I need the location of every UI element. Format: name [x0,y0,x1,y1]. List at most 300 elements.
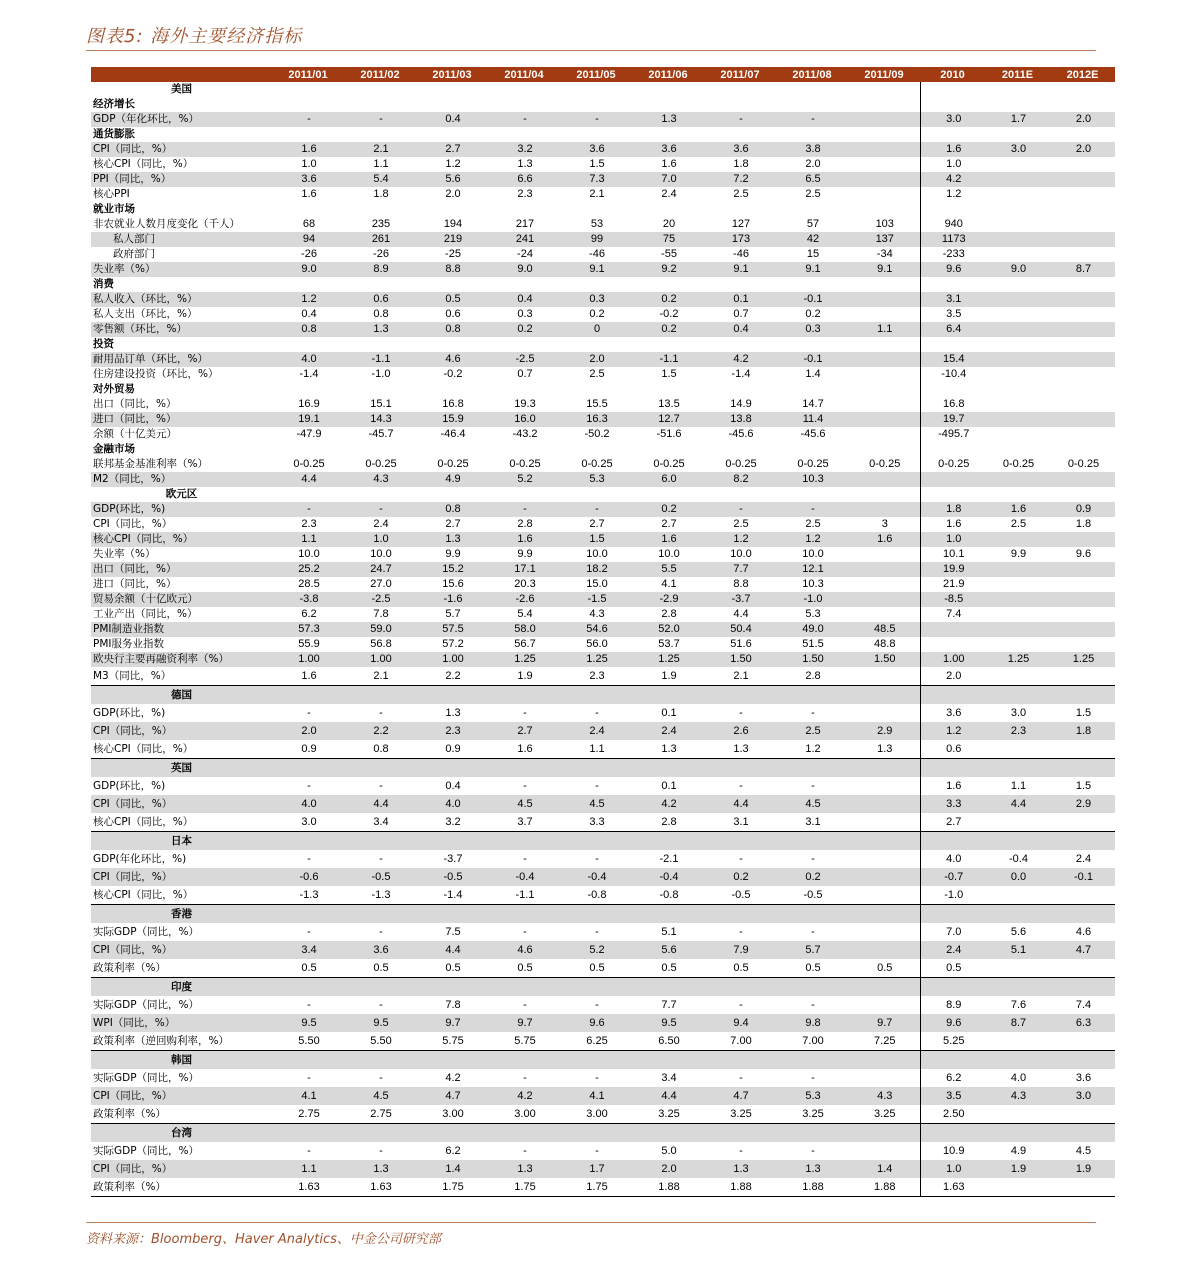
value-cell: 1.4 [416,1160,488,1178]
value-cell: 1.8 [1075,518,1092,530]
value-cell [488,978,560,997]
value-cell [985,532,1050,547]
row-label: 经济增长 [93,98,135,110]
table-row [91,292,1115,307]
value-cell: 10.0 [802,548,824,560]
value-cell: 0-0.25 [509,458,541,470]
value-cell: 6.2 [920,1069,985,1087]
header-period-cell: 2011/07 [704,67,776,82]
value-cell: 0.2 [632,292,704,307]
value-cell: -51.6 [656,428,682,440]
value-cell [985,959,1050,978]
value-cell: -0.8 [659,889,679,901]
value-cell: -0.5 [344,868,416,886]
value-cell: - [739,853,743,865]
indicator-table [91,67,1115,1197]
value-cell [848,905,920,924]
value-cell: - [811,926,815,938]
value-cell [776,97,848,112]
country-header-row [91,487,1115,502]
table-row [91,1105,1115,1124]
value-cell: 4.4 [272,472,344,487]
row-label: 贸易余额（十亿欧元） [91,592,272,607]
table-row [91,740,1115,759]
value-cell: 2.4 [661,188,677,200]
value-cell: 1.9 [517,670,533,682]
value-cell [1050,232,1115,247]
value-cell [1050,686,1115,705]
value-cell: 8.7 [1050,262,1115,277]
value-cell [704,832,776,851]
value-cell [1050,277,1115,292]
value-cell: 19.1 [272,412,344,427]
value-cell: 2.8 [661,816,677,828]
value-cell: 7.25 [874,1035,896,1047]
value-cell [416,202,488,217]
value-cell [848,978,920,997]
value-cell [632,1051,704,1070]
country-header-row [91,1124,1115,1143]
value-cell: 2.6 [704,722,776,740]
value-cell [848,442,920,457]
section-header-row [91,337,1115,352]
value-cell: 1.6 [661,158,677,170]
row-label: 失业率（%） [93,548,156,560]
value-cell [704,202,776,217]
value-cell [920,382,985,397]
value-cell [272,127,344,142]
value-cell [560,382,632,397]
row-label: 失业率（%） [91,262,272,277]
value-cell [632,905,704,924]
value-cell: - [595,926,599,938]
value-cell [272,686,344,705]
value-cell: 13.5 [658,398,680,410]
value-cell [416,832,488,851]
value-cell [272,382,344,397]
row-label: 联邦基金基准利率（%） [93,458,208,470]
table-row [91,217,1115,232]
value-cell [848,337,920,352]
value-cell: 1.5 [589,158,605,170]
value-cell: 4.6 [416,352,488,367]
value-cell [920,832,985,851]
value-cell: 3.00 [442,1108,464,1120]
value-cell: 4.1 [272,1087,344,1105]
value-cell: 1.6 [301,188,317,200]
row-label: 香港 [91,905,272,924]
value-cell: 0-0.25 [797,458,829,470]
value-cell [416,759,488,778]
value-cell: 1.88 [730,1181,752,1193]
value-cell: 56.7 [514,638,536,650]
value-cell: 9.4 [704,1014,776,1032]
value-cell [704,978,776,997]
value-cell: 1.25 [488,652,560,667]
value-cell [848,923,920,941]
value-cell: 1.0 [344,532,416,547]
table-row [91,397,1115,412]
value-cell: 54.6 [560,622,632,637]
value-cell [920,97,985,112]
value-cell: 4.4 [344,795,416,813]
value-cell: 7.0 [632,172,704,187]
value-cell: 20.3 [514,578,536,590]
value-cell: -3.7 [704,592,776,607]
value-cell: 42 [776,232,848,247]
value-cell: 2.75 [298,1108,320,1120]
value-cell: 16.3 [560,412,632,427]
value-cell [560,905,632,924]
value-cell: 2.1 [344,142,416,157]
value-cell: 1.1 [373,158,389,170]
value-cell: -1.1 [632,352,704,367]
value-cell: 261 [344,232,416,247]
value-cell: 10.0 [298,548,320,560]
value-cell [344,1124,416,1143]
value-cell [920,978,985,997]
value-cell: 1173 [920,232,985,247]
value-cell [1050,367,1115,382]
value-cell: 2.8 [517,518,533,530]
value-cell [985,172,1050,187]
value-cell: 2.4 [920,941,985,959]
value-cell [848,886,920,905]
value-cell: 18.2 [560,562,632,577]
value-cell [1050,82,1115,97]
value-cell: -1.4 [299,368,319,380]
value-cell: 0.5 [373,962,389,974]
value-cell: 6.50 [658,1035,680,1047]
section-header-row [91,202,1115,217]
value-cell [416,686,488,705]
value-cell: 9.1 [776,262,848,277]
value-cell: 2.5 [733,188,749,200]
value-cell: 8.9 [344,262,416,277]
value-cell [632,202,704,217]
value-cell [920,82,985,97]
value-cell: 9.5 [632,1014,704,1032]
value-cell: 1.6 [632,532,704,547]
value-cell [848,427,920,442]
value-cell [1050,427,1115,442]
value-cell: 3.0 [1050,1087,1115,1105]
value-cell: 0.5 [920,959,985,978]
value-cell [1050,978,1115,997]
value-cell: 2.5 [805,518,821,530]
value-cell: -0.5 [803,889,823,901]
value-cell [920,637,985,652]
value-cell [1050,959,1115,978]
value-cell [848,777,920,795]
value-cell: 2.75 [370,1108,392,1120]
value-cell: 4.4 [632,1087,704,1105]
value-cell [488,1051,560,1070]
value-cell [344,487,416,502]
value-cell: 219 [416,232,488,247]
header-period-cell: 2011/06 [632,67,704,82]
value-cell: 3.8 [776,142,848,157]
value-cell: 1.2 [704,532,776,547]
value-cell: 2.50 [920,1105,985,1124]
value-cell: 16.9 [298,398,320,410]
value-cell: 3.4 [272,941,344,959]
value-cell: 1.00 [920,652,985,667]
indicator-table-container [91,67,1100,1197]
row-label: GDP(环比，%) [93,780,166,792]
value-cell [1050,622,1115,637]
value-cell: 0.4 [416,112,488,127]
value-cell: 15.2 [416,562,488,577]
value-cell [488,1124,560,1143]
value-cell: 3.3 [920,795,985,813]
value-cell [632,686,704,705]
value-cell [920,472,985,487]
row-label: M3（同比，%） [93,670,172,682]
value-cell [985,886,1050,905]
value-cell: 8.9 [920,996,985,1014]
top-rule [86,50,1096,51]
value-cell: 10.3 [776,472,848,487]
value-cell [985,292,1050,307]
value-cell: 1.1 [272,532,344,547]
value-cell: 19.7 [920,412,985,427]
value-cell [488,82,560,97]
value-cell: 0.5 [517,962,533,974]
value-cell: 5.75 [442,1035,464,1047]
value-cell: - [307,707,311,719]
value-cell: - [776,502,848,517]
value-cell: - [523,780,527,792]
value-cell [985,307,1050,322]
value-cell: -46 [589,248,605,260]
value-cell: 6.25 [586,1035,608,1047]
value-cell: 59.0 [344,622,416,637]
value-cell: 2.1 [733,670,749,682]
value-cell: 1.3 [416,532,488,547]
value-cell: 1.3 [877,743,893,755]
value-cell: 1.3 [733,743,749,755]
value-cell [848,850,920,868]
value-cell: 0.3 [776,322,848,337]
value-cell [1050,1178,1115,1197]
value-cell [848,868,920,886]
value-cell [344,127,416,142]
table-row [91,996,1115,1014]
value-cell [848,704,920,722]
value-cell: 0.4 [301,308,317,320]
value-cell: 4.3 [848,1087,920,1105]
value-cell: 0.5 [445,962,461,974]
value-cell [1050,759,1115,778]
value-cell: -55 [661,248,677,260]
value-cell [560,832,632,851]
value-cell [344,337,416,352]
value-cell [848,686,920,705]
table-row [91,813,1115,832]
row-label: CPI（同比，%） [91,1160,272,1178]
row-label: 政策利率（%） [93,1181,166,1193]
value-cell [632,82,704,97]
value-cell: 0 [560,322,632,337]
value-cell: - [523,926,527,938]
value-cell: 1.1 [848,322,920,337]
value-cell [848,277,920,292]
value-cell [1050,667,1115,686]
value-cell: -0.2 [659,308,679,320]
value-cell: 0.3 [560,292,632,307]
value-cell [416,978,488,997]
row-label: 日本 [91,832,272,851]
row-label: 私人收入（环比，%） [91,292,272,307]
value-cell: 57.2 [442,638,464,650]
value-cell: 5.0 [661,1145,677,1157]
value-cell: 1.6 [920,517,985,532]
value-cell: 1.1 [272,1160,344,1178]
value-cell [776,277,848,292]
value-cell: 0.8 [416,502,488,517]
value-cell: 0.0 [985,868,1050,886]
value-cell: 0.5 [301,962,317,974]
table-header-row [91,67,1115,82]
value-cell [920,442,985,457]
table-row [91,232,1115,247]
value-cell: 0.5 [733,962,749,974]
value-cell [344,978,416,997]
value-cell [848,1051,920,1070]
value-cell [848,487,920,502]
value-cell: -25 [445,248,461,260]
value-cell: 6.2 [301,608,317,620]
row-label: 住房建设投资（环比，%） [93,368,219,380]
value-cell: 1.1 [589,743,605,755]
value-cell: 0-0.25 [581,458,613,470]
value-cell: 7.4 [920,607,985,622]
table-row [91,722,1115,740]
value-cell: 940 [920,217,985,232]
value-cell: 9.1 [704,262,776,277]
value-cell: 4.6 [488,941,560,959]
row-label: 出口（同比，%） [93,398,177,410]
value-cell: 9.7 [848,1014,920,1032]
value-cell [704,487,776,502]
value-cell [985,740,1050,759]
value-cell: -1.5 [560,592,632,607]
value-cell: 4.4 [985,795,1050,813]
value-cell: 0.5 [805,962,821,974]
table-row [91,652,1115,667]
value-cell: 3.1 [920,292,985,307]
row-label: 核心CPI（同比，%） [93,158,194,170]
country-header-row [91,82,1115,97]
value-cell [416,127,488,142]
value-cell [1050,382,1115,397]
value-cell [1050,397,1115,412]
value-cell: 0-0.25 [1067,458,1100,470]
value-cell: 9.0 [488,262,560,277]
value-cell: - [523,707,527,719]
table-row [91,247,1115,262]
value-cell [848,187,920,202]
value-cell: 7.7 [704,562,776,577]
value-cell [560,127,632,142]
value-cell: 3.2 [488,142,560,157]
value-cell: - [560,502,632,517]
table-row [91,547,1115,562]
value-cell: 3.5 [920,1087,985,1105]
bottom-rule [86,1222,1096,1223]
value-cell [848,577,920,592]
value-cell: 53.7 [658,638,680,650]
value-cell: 4.1 [560,1087,632,1105]
value-cell: 3.6 [632,142,704,157]
value-cell [488,832,560,851]
value-cell [1050,592,1115,607]
value-cell: 1.75 [514,1181,536,1193]
value-cell [985,607,1050,622]
value-cell [488,277,560,292]
value-cell [560,442,632,457]
value-cell: - [379,853,383,865]
value-cell: 4.2 [445,1072,461,1084]
value-cell [272,277,344,292]
row-label: 消费 [93,278,114,290]
value-cell: 5.50 [370,1035,392,1047]
value-cell: 9.0 [272,262,344,277]
value-cell: 2.4 [373,518,389,530]
value-cell: -3.8 [272,592,344,607]
value-cell [985,157,1050,172]
value-cell: 137 [848,232,920,247]
source-note: 资料来源：Bloomberg、Haver Analytics、中金公司研究部 [86,1232,441,1247]
value-cell [985,442,1050,457]
value-cell: 0.7 [517,368,533,380]
value-cell [560,277,632,292]
value-cell: 2.1 [589,188,605,200]
value-cell: 2.5 [589,368,605,380]
value-cell: 4.3 [589,608,605,620]
value-cell: 1.4 [805,368,821,380]
value-cell: 6.2 [445,1145,461,1157]
value-cell [704,337,776,352]
value-cell: 15.1 [370,398,392,410]
value-cell: -1.3 [299,889,319,901]
value-cell: 0.2 [589,308,605,320]
row-label: 德国 [91,686,272,705]
value-cell: 15 [806,248,820,260]
value-cell: 5.50 [298,1035,320,1047]
value-cell [848,547,920,562]
value-cell: 19.3 [514,398,536,410]
value-cell: 9.6 [1075,548,1092,560]
value-cell: 1.6 [985,502,1050,517]
value-cell [1050,247,1115,262]
row-label: GDP(环比，%) [91,502,272,517]
value-cell [776,686,848,705]
value-cell: 99 [560,232,632,247]
value-cell: 4.0 [272,795,344,813]
value-cell: -2.5 [488,352,560,367]
value-cell: 2.5 [1010,518,1027,530]
table-row [91,157,1115,172]
header-period-cell: 2011/03 [416,67,488,82]
value-cell: 1.25 [560,652,632,667]
value-cell [560,686,632,705]
value-cell: 75 [632,232,704,247]
table-row [91,622,1115,637]
value-cell: 2.3 [589,670,605,682]
value-cell: 3.0 [1010,707,1027,719]
